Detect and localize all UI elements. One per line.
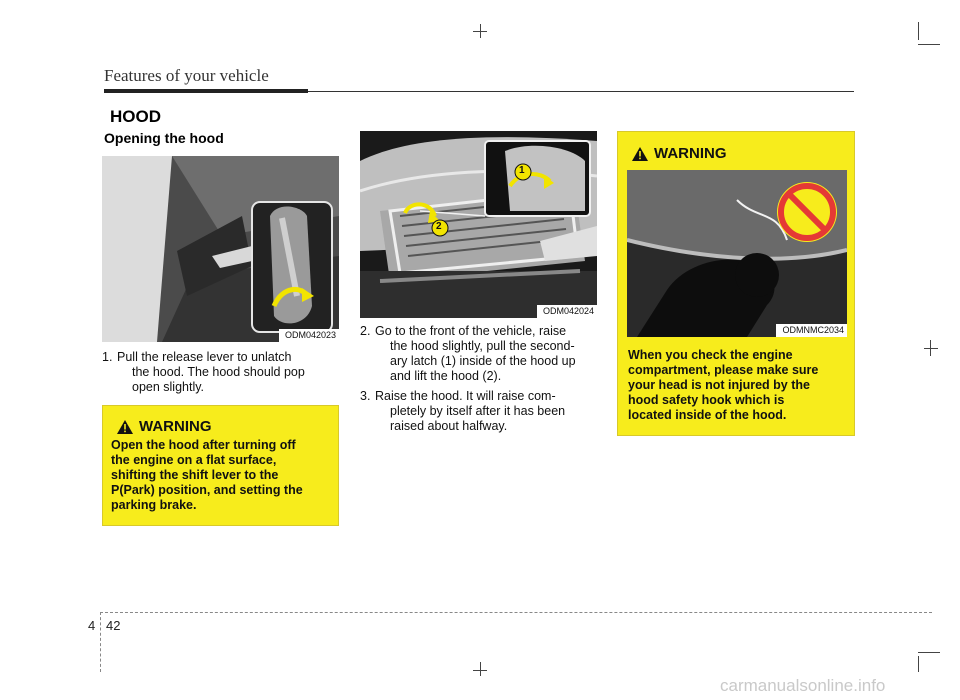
warning-line: the engine on a flat surface, <box>111 453 277 467</box>
step-line: Go to the front of the vehicle, raise <box>375 324 567 338</box>
step-line: the hood slightly, pull the second- <box>390 339 575 353</box>
crop-mark <box>473 31 487 32</box>
warning-header <box>117 418 330 435</box>
footer-rule <box>100 612 932 613</box>
crop-mark <box>918 22 919 40</box>
warning-title: WARNING <box>654 145 727 162</box>
callout-2: 2 <box>436 221 442 232</box>
warning-line: When you check the engine <box>628 348 793 362</box>
figure-code: ODMNMC2034 <box>776 324 847 337</box>
figure-code: ODM042023 <box>279 329 339 342</box>
crop-mark <box>480 662 481 676</box>
chapter-number: 4 <box>88 618 96 633</box>
step-line: pletely by itself after it has been <box>390 404 566 418</box>
warning-icon <box>117 420 133 434</box>
section-header: Features of your vehicle <box>104 66 269 85</box>
warning-line: your head is not injured by the <box>628 378 810 392</box>
warning-line: compartment, please make sure <box>628 363 819 377</box>
crop-mark <box>924 348 938 349</box>
crop-mark <box>918 656 919 672</box>
warning-title: WARNING <box>139 418 212 435</box>
warning-header <box>632 145 727 162</box>
vehicle-front-illustration <box>360 131 597 318</box>
warning-box <box>102 405 339 526</box>
warning-line: parking brake. <box>111 498 197 512</box>
header-rule <box>308 91 854 92</box>
step-2 <box>360 324 597 384</box>
warning-line: shifting the shift lever to the <box>111 468 279 482</box>
step-line: open slightly. <box>132 380 205 394</box>
step-line: Raise the hood. It will raise com- <box>375 389 556 403</box>
release-lever-illustration <box>102 156 339 342</box>
crop-mark <box>918 652 940 653</box>
page-title: HOOD <box>110 107 161 126</box>
step-number: 3. <box>360 389 371 403</box>
warning-line: located inside of the hood. <box>628 408 787 422</box>
watermark: carmanualsonline.info <box>720 676 886 695</box>
safety-hook-illustration <box>627 170 847 337</box>
step-1 <box>102 350 339 395</box>
step-line: and lift the hood (2). <box>390 369 502 383</box>
footer-rule <box>100 612 101 672</box>
warning-line: hood safety hook which is <box>628 393 785 407</box>
header-rule <box>104 89 308 93</box>
page-number: 42 <box>106 618 121 633</box>
step-number: 2. <box>360 324 371 338</box>
step-number: 1. <box>102 350 113 364</box>
figure-code: ODM042024 <box>537 305 597 318</box>
hood-safety-hook-photo <box>627 170 847 337</box>
step-line: raised about halfway. <box>390 419 508 433</box>
warning-text <box>111 438 330 513</box>
crop-mark <box>473 670 487 671</box>
warning-icon <box>632 147 648 161</box>
warning-text <box>628 348 848 423</box>
warning-line: Open the hood after turning off <box>111 438 296 452</box>
hood-latch-photo <box>360 131 597 318</box>
step-line: Pull the release lever to unlatch <box>117 350 292 364</box>
step-line: the hood. The hood should pop <box>132 365 305 379</box>
step-3 <box>360 389 597 434</box>
release-lever-photo <box>102 156 339 342</box>
section-subtitle: Opening the hood <box>104 130 224 146</box>
step-line: ary latch (1) inside of the hood up <box>390 354 576 368</box>
warning-line: P(Park) position, and setting the <box>111 483 303 497</box>
callout-1: 1 <box>519 165 525 176</box>
warning-box <box>617 131 855 436</box>
crop-mark <box>918 44 940 45</box>
